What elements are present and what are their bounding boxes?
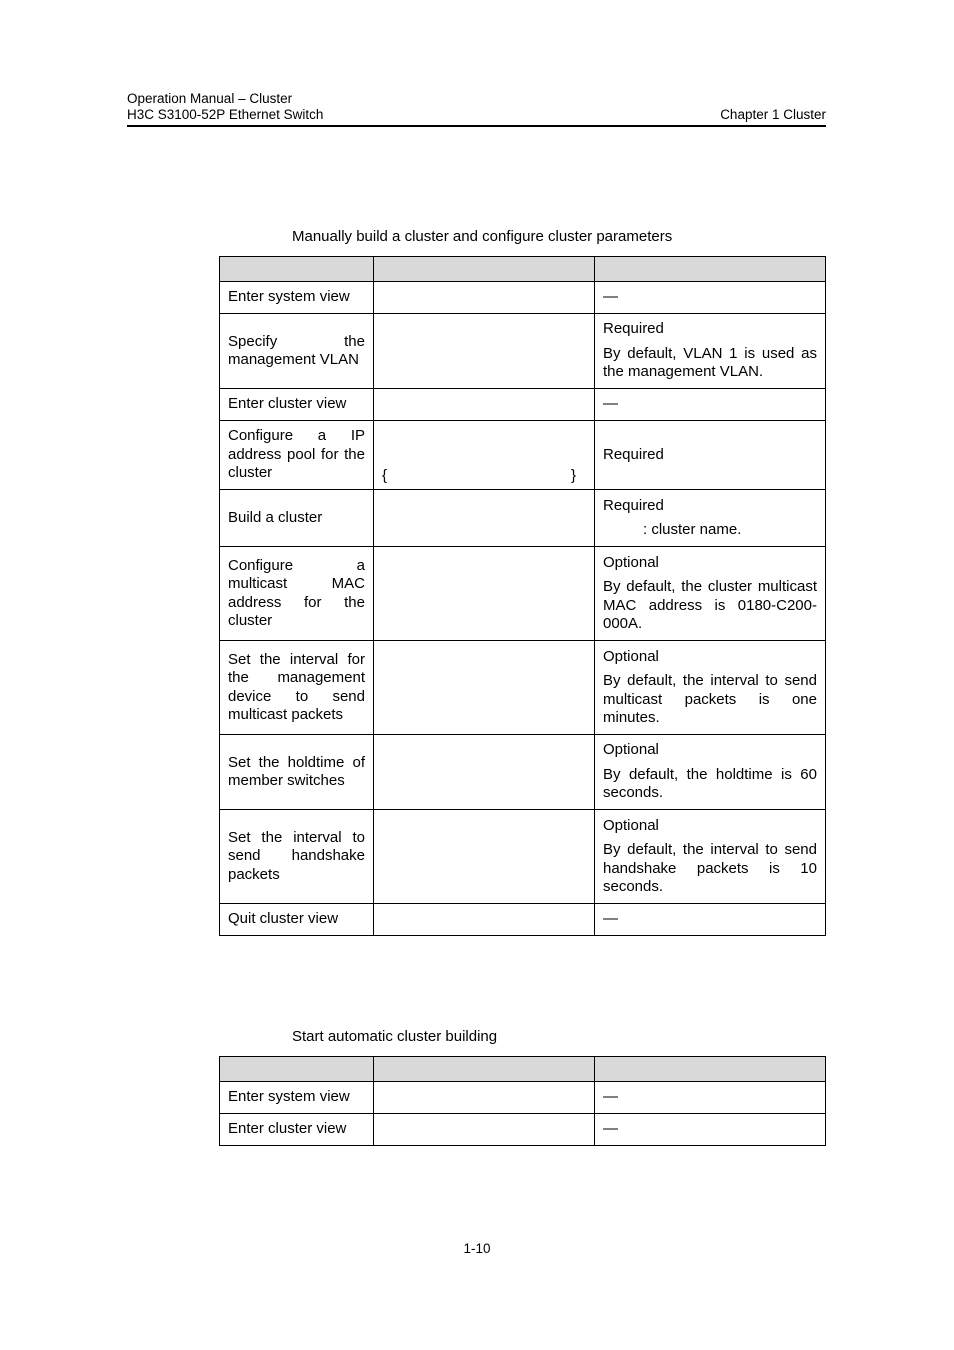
chapter-title: Chapter 1 Cluster bbox=[720, 107, 826, 122]
remarks-cell: Optional By default, the interval to send multicast packets is one minutes. bbox=[595, 641, 826, 735]
table-header-row bbox=[220, 1057, 826, 1082]
operation-cell: Set the interval to send handshake packets bbox=[220, 810, 374, 904]
operation-cell: Set the interval for the management device to send multicast packets bbox=[220, 641, 374, 735]
table-row bbox=[220, 1082, 826, 1114]
remarks-cell: Optional By default, the holdtime is 60 seconds. bbox=[595, 735, 826, 810]
header-cell-command bbox=[374, 257, 595, 282]
remarks-cell: Required : cluster name. bbox=[595, 490, 826, 547]
command-cell bbox=[374, 1114, 595, 1146]
header-cell-command bbox=[374, 1057, 595, 1082]
remarks-cell: — bbox=[595, 904, 826, 936]
remarks-cell: — bbox=[595, 1114, 826, 1146]
command-cell bbox=[374, 421, 595, 490]
remarks-cell: — bbox=[595, 1082, 826, 1114]
command-cell bbox=[374, 1082, 595, 1114]
operation-cell: Set the holdtime of member switches bbox=[220, 735, 374, 810]
table-row bbox=[220, 810, 826, 904]
remarks-cell: Required bbox=[595, 421, 826, 490]
manual-cluster-table bbox=[219, 256, 826, 936]
header-cell-remarks bbox=[595, 1057, 826, 1082]
table-row bbox=[220, 904, 826, 936]
command-cell bbox=[374, 389, 595, 421]
remarks-cell: Optional By default, the cluster multicast MAC address is 0180-C200-000A. bbox=[595, 547, 826, 641]
operation-cell: Enter system view bbox=[220, 1082, 374, 1114]
table-row bbox=[220, 547, 826, 641]
operation-cell: Enter cluster view bbox=[220, 1114, 374, 1146]
command-cell bbox=[374, 490, 595, 547]
command-cell bbox=[374, 810, 595, 904]
operation-cell: Specify the management VLAN bbox=[220, 314, 374, 389]
remarks-cell: — bbox=[595, 389, 826, 421]
header-cell-operation bbox=[220, 1057, 374, 1082]
operation-cell: Enter cluster view bbox=[220, 389, 374, 421]
table1-caption: Manually build a cluster and configure cluster parameters bbox=[292, 228, 673, 245]
auto-cluster-table bbox=[219, 1056, 826, 1146]
command-cell bbox=[374, 314, 595, 389]
product-name: H3C S3100-52P Ethernet Switch bbox=[127, 107, 324, 122]
table2-caption: Start automatic cluster building bbox=[292, 1028, 498, 1045]
table-row bbox=[220, 314, 826, 389]
brace-open: { bbox=[382, 466, 388, 484]
manual-title: Operation Manual – Cluster bbox=[127, 91, 293, 106]
page-number: 1-10 bbox=[463, 1241, 491, 1256]
command-cell bbox=[374, 641, 595, 735]
header-cell-operation bbox=[220, 257, 374, 282]
command-cell bbox=[374, 547, 595, 641]
brace-close: } bbox=[570, 466, 576, 484]
remarks-cell: Required By default, VLAN 1 is used as the management VLAN. bbox=[595, 314, 826, 389]
command-cell bbox=[374, 735, 595, 810]
table-row bbox=[220, 735, 826, 810]
table-row bbox=[220, 1114, 826, 1146]
operation-cell: Build a cluster bbox=[220, 490, 374, 547]
table-row bbox=[220, 490, 826, 547]
operation-cell: Configure a multicast MAC address for the cluster bbox=[220, 547, 374, 641]
operation-cell: Quit cluster view bbox=[220, 904, 374, 936]
table-row bbox=[220, 282, 826, 314]
operation-cell: Configure a IP address pool for the cluster bbox=[220, 421, 374, 490]
table-row bbox=[220, 421, 826, 490]
page-header bbox=[127, 90, 826, 127]
remarks-cell: Optional By default, the interval to send handshake packets is 10 seconds. bbox=[595, 810, 826, 904]
command-cell bbox=[374, 282, 595, 314]
table-header-row bbox=[220, 257, 826, 282]
table-row bbox=[220, 389, 826, 421]
command-cell bbox=[374, 904, 595, 936]
remarks-cell: — bbox=[595, 282, 826, 314]
operation-cell: Enter system view bbox=[220, 282, 374, 314]
table-row bbox=[220, 641, 826, 735]
header-cell-remarks bbox=[595, 257, 826, 282]
